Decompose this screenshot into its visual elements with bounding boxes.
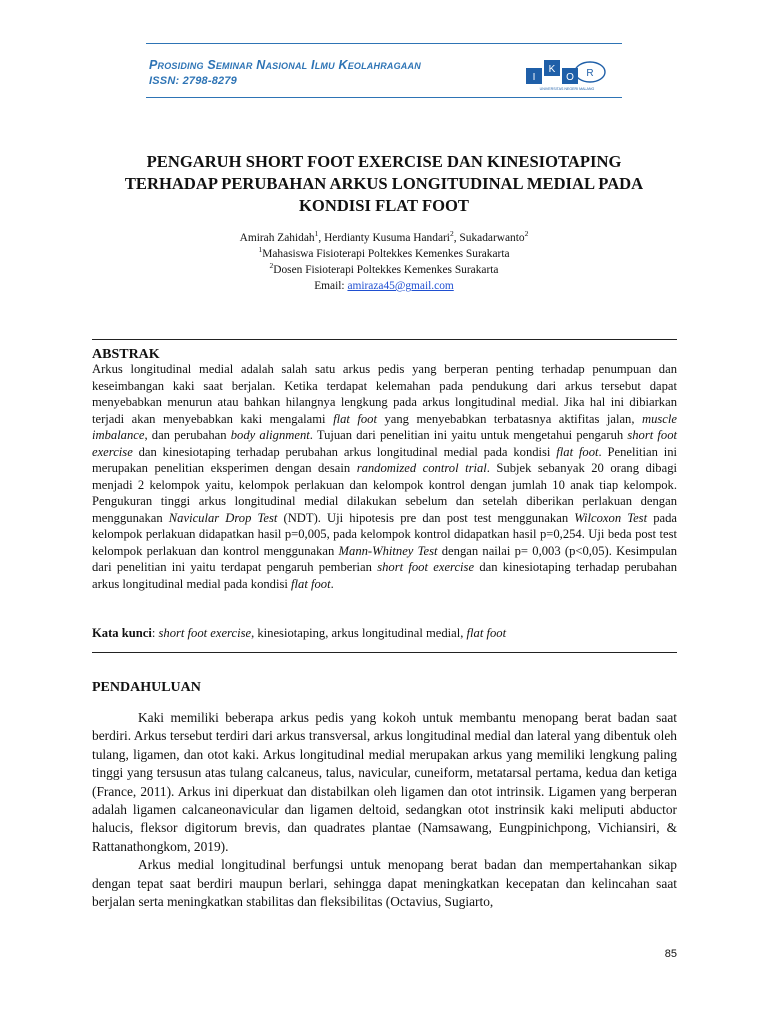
title-line: TERHADAP PERUBAHAN ARKUS LONGITUDINAL MEDIAL PADA bbox=[124, 174, 644, 193]
introduction-body bbox=[92, 709, 677, 911]
logo-letter-i: I bbox=[532, 72, 536, 83]
title-line: KONDISI FLAT FOOT bbox=[299, 196, 469, 215]
section-heading: PENDAHULUAN bbox=[92, 680, 201, 695]
paragraph: Arkus medial longitudinal berfungsi untuk menopang berat badan dan mempertahankan sikap dengan tepat saat berdiri maupun berlari, sehingga dapat meningkatkan kecepatan dan kelincahan saat berjalan serta meningkatkan stabilitas dan fleksibilitas (Octavius, Sugiarto, bbox=[92, 857, 677, 910]
keywords-label: Kata kunci bbox=[92, 626, 152, 640]
abstract-text: Arkus longitudinal medial adalah salah satu arkus pedis yang berperan penting terhadap penumpuan dan keseimbangan kaki saat berjalan. Ketika terdapat kelemahan pada pendukung dari arkus tersebut dapat menyebabkan menurun atau bahkan hilangnya lengkung pada arkus longitudinal medial. Jika hal ini dibiarkan terjadi akan menyebabkan kaki mengalami flat foot yang menyebabkan terbatasnya aktifitas jalan, muscle imbalance, dan perubahan body alignment. Tujuan dari penelitian ini yaitu untuk mengetahui pengaruh short foot exercise dan kinesiotaping terhadap perubahan arkus longitudinal medial pada kondisi flat foot. Penelitian ini merupakan penelitian eksperimen dengan desain randomized control trial. Subjek sebanyak 20 orang dibagi menjadi 2 kelompok yaitu, kelompok perlakuan dan kelompok kontrol dengan jumlah 10 anak tiap kelompok. Pengukuran tinggi arkus longitudinal medial dilakukan sebelum dan setelah diberikan perlakuan dengan menggunakan Navicular Drop Test (NDT). Uji hipotesis pre dan post test menggunakan Wilcoxon Test pada kelompok perlakuan didapatkan hasil p=0,005, pada kelompok kontrol didapatkan hasil p=0,254. Uji beda post test kelompok perlakuan dan kontrol menggunakan Mann-Whitney Test dengan nailai p= 0,003 (p<0,05). Kesimpulan dari penelitian ini yaitu terdapat pengaruh pemberian short foot exercise dan kinesiotaping terhadap perubahan arkus longitudinal medial pada kondisi flat foot. bbox=[92, 362, 677, 591]
page-number: 85 bbox=[664, 948, 677, 960]
paper-title bbox=[92, 151, 676, 217]
running-header bbox=[149, 57, 421, 89]
author-name: Herdianty Kusuma Handari bbox=[324, 232, 450, 244]
author-name: Sukadarwanto bbox=[459, 232, 525, 244]
ikor-logo bbox=[524, 58, 610, 92]
abstract-bottom-rule bbox=[92, 652, 677, 653]
logo-caption: UNIVERSITAS NEGERI MALANG bbox=[539, 87, 595, 91]
author-block bbox=[92, 230, 676, 294]
email-link[interactable]: amiraza45@gmail.com bbox=[347, 280, 454, 292]
title-line: PENGARUH SHORT FOOT EXERCISE DAN KINESIOTAPING bbox=[146, 152, 622, 171]
header-bottom-rule bbox=[146, 97, 622, 98]
proceedings-title: Prosiding Seminar Nasional Ilmu Keolahragaan bbox=[149, 58, 421, 72]
email-line: Email: amiraza45@gmail.com bbox=[314, 280, 454, 292]
affiliation: $^1$Mahasiswa Fisioterapi Poltekkes Kemenkes Surakarta bbox=[258, 245, 510, 260]
abstract-heading: ABSTRAK bbox=[92, 347, 160, 362]
author-name: Amirah Zahidah bbox=[239, 232, 315, 244]
header-top-rule bbox=[146, 43, 622, 44]
logo-letter-r: R bbox=[586, 68, 594, 79]
logo-letter-k: K bbox=[548, 64, 556, 75]
logo-letter-o: O bbox=[566, 72, 574, 83]
affiliation: $^2$Dosen Fisioterapi Poltekkes Kemenkes Surakarta bbox=[269, 261, 499, 276]
keywords: Kata kunci: short foot exercise, kinesiotaping, arkus longitudinal medial, flat foot bbox=[92, 626, 507, 640]
issn: ISSN: 2798-8279 bbox=[149, 75, 237, 87]
abstract-top-rule bbox=[92, 339, 677, 340]
author-list: Amirah Zahidah$^1$, Herdianty Kusuma Handari$^2$, Sukadarwanto$^2$ bbox=[239, 229, 529, 244]
paragraph: Kaki memiliki beberapa arkus pedis yang kokoh untuk membantu menopang berat badan saat berdiri. Arkus tersebut terdiri dari arkus transversal, arkus longitudinal medial dan lateral yang dibentuk oleh tulang, ligamen, dan otot kaki. Arkus longitudinal medial merupakan arkus yang memiliki lengkung paling tinggi yang tersusun atas tulang calcaneus, talus, navicular, cuneiform, metatarsal pertama, kedua dan ketiga (France, 2011). Arkus ini diperkuat dan distabilkan oleh ligamen dan otot intrinsik. Ligamen yang berperan adalah ligamen calcaneonavicular dan ligamen deltoid, sedangkan otot instrinsik kaki meliputi abductor halucis, fleksor digitorum brevis, dan quadrates plantae (Namsawang, Eungpinichpong, Vichiansiri, & Rattanathongkom, 2019). bbox=[92, 710, 677, 854]
